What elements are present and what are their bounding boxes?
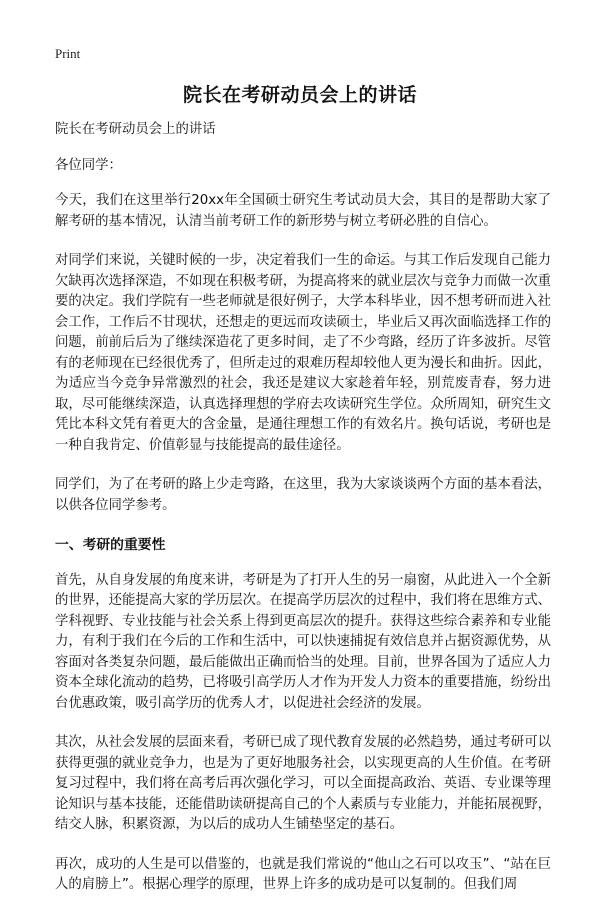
section-heading: 一、考研的重要性: [55, 537, 166, 553]
paragraph-intro: 今天，我们在这里举行20xx年全国硕士研究生考试动员大会，其目的是帮助大家了解考研的基本情况，认清当前考研工作的新形势与树立考研必胜的自信心。: [55, 193, 551, 229]
page-title: 院长在考研动员会上的讲话: [182, 84, 417, 106]
paragraph-first: 首先，从自身发展的角度来讲，考研是为了打开人生的另一扇窗，从此进入一个全新的世界，还能提高大家的学历层次。在提高学历层次的过程中，我们将在思维方式、学科视野、专业技能与社会关系上得到更高层次的提升。获得这些综合素养和专业能力，有利于我们在今后的工作和生活中，可以快速捕捉有效信息并占据资源优势，从容面对各类复杂问题，最后能做出正确而恰当的处理。目前，世界各国为了适应人力资本全球化流动的趋势，已将吸引高学历人才作为开发人力资本的重要措施，纷纷出台优惠政策，吸引高学历的优秀人才，以促进社会经济的发展。: [55, 572, 551, 711]
paragraph-overview: 同学们，为了在考研的路上少走弯路，在这里，我为大家谈谈两个方面的基本看法，以供各位同学参考。: [55, 477, 551, 513]
paragraph-career: 对同学们来说，关键时候的一步，决定着我们一生的命运。与其工作后发现自己能力欠缺再次选择深造，不如现在积极考研，为提高将来的就业层次与竞争力而做一次重要的决定。我们学院有一些老师就是很好例子，大学本科毕业，因不想考研而进入社会工作，工作后不甘现状，还想走的更远而攻读硕士，毕业后又再次面临选择工作的问题，前前后后为了继续深造花了更多时间，走了不少弯路，经历了许多波折。尽管有的老师现在已经很优秀了，但所走过的艰难历程却较他人更为漫长和曲折。因此，为适应当今竞争异常激烈的社会，我还是建议大家趁着年轻，别荒废青春，努力进取，尽可能继续深造，认真选择理想的学府去攻读研究生学位。众所周知，研究生文凭比本科文凭有着更大的含金量，是通往理想工作的有效名片。换句话说，考研也是一种自我肯定、价值彰显与技能提高的最佳途径。: [55, 253, 551, 453]
greeting: 各位同学：: [55, 157, 122, 173]
print-label: Print: [55, 46, 81, 61]
document-body: [55, 120, 551, 915]
paragraph-third: 再次，成功的人生是可以借鉴的，也就是我们常说的“他山之石可以攻玉”、“站在巨人的肩膀上”。根据心理学的原理，世界上许多的成功是可以复制的。但我们周: [55, 856, 551, 892]
document-subtitle: 院长在考研动员会上的讲话: [55, 122, 216, 137]
paragraph-second: 其次，从社会发展的层面来看，考研已成了现代教育发展的必然趋势，通过考研可以获得更强的就业竞争力，也是为了更好地服务社会，以实现更高的人生价值。在考研复习过程中，我们将在高考后再次强化学习，可以全面提高政治、英语、专业课等理论知识与基本技能，还能借助读研提高自己的个人素质与专业能力，并能拓展视野，结交人脉，积累资源，为以后的成功人生铺垫坚定的基石。: [55, 735, 551, 832]
